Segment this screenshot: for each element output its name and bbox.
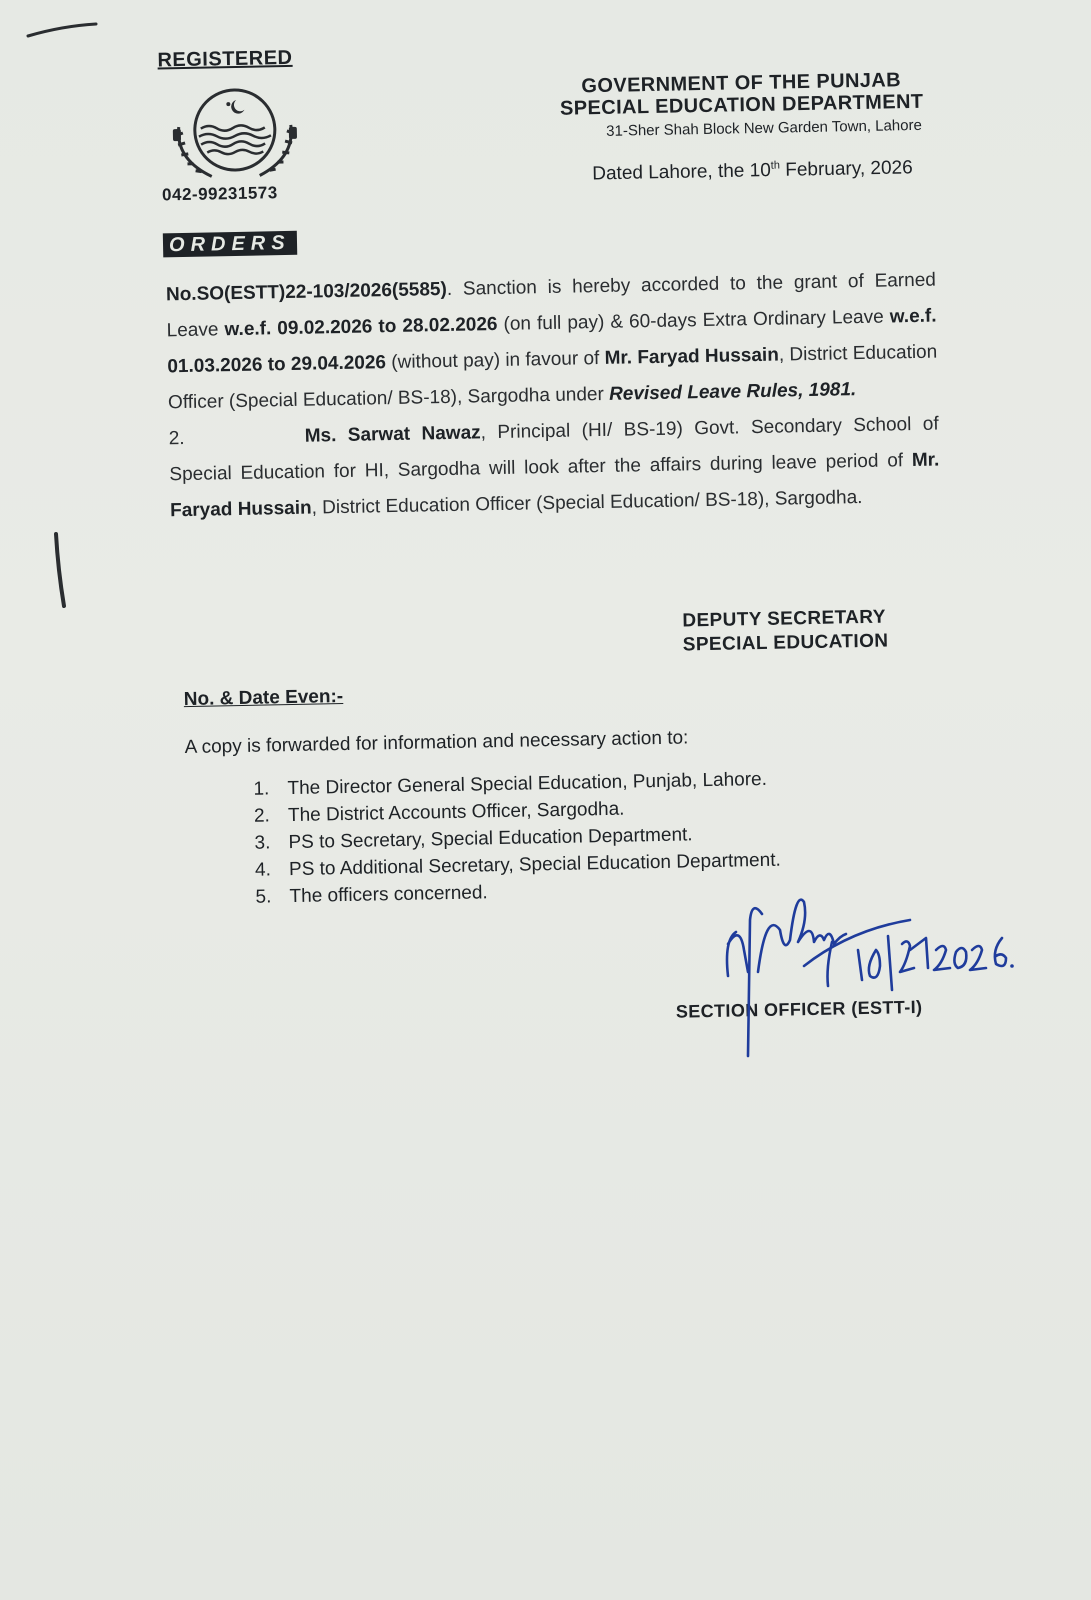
registered-label: REGISTERED <box>157 46 293 72</box>
dated-line: Dated Lahore, the 10th February, 2026 <box>592 157 913 185</box>
leave-rules: Revised Leave Rules, 1981. <box>608 379 857 405</box>
order-paragraph-1: No.SO(ESTT)22-103/2026(5585). Sanction is hereby accorded to the grant of Earned Leave w.e.f. 09.02.2026 to 28.02.2026 (on full pay) & 60-days Extra Ordinary Leave w.e.f. 01.03.2026 to 29.04.2026 (without pay) in favour of Mr. Faryad Hussain, District Education Officer (Special Education/ BS-18), Sargodha under Revised Leave Rules, 1981. <box>165 269 938 414</box>
deputy-secretary-designation: DEPUTY SECRETARY SPECIAL EDUCATION <box>682 606 889 656</box>
order-paragraph-2: 2. Ms. Sarwat Nawaz, Principal (HI/ BS-19) Govt. Secondary School of Special Education for HI, Sargodha will look after the affairs during leave period of Mr. Faryad Hussain, District Education Officer (Special Education/ BS-18), Sargodha. <box>168 413 940 522</box>
order-body <box>166 263 941 530</box>
copy-forwarded-line: A copy is forwarded for information and necessary action to: <box>184 727 689 759</box>
list-item: 2. The District Accounts Officer, Sargodha. <box>253 798 625 827</box>
list-item: 3. PS to Secretary, Special Education Department. <box>254 824 693 854</box>
no-and-date-even: No. & Date Even:- <box>183 686 344 711</box>
government-title: GOVERNMENT OF THE PUNJAB <box>581 69 902 98</box>
orders-heading: ORDERS <box>163 231 297 258</box>
department-title: SPECIAL EDUCATION DEPARTMENT <box>559 90 924 120</box>
punjab-government-emblem-icon <box>170 85 300 187</box>
order-reference: No.SO(ESTT)22-103/2026(5585) <box>165 278 448 306</box>
incharge-name: Ms. Sarwat Nawaz <box>304 422 481 447</box>
list-item: 4. PS to Additional Secretary, Special Education Department. <box>254 849 781 881</box>
list-item: 5. The officers concerned. <box>255 882 488 908</box>
phone-number: 042-99231573 <box>161 183 278 205</box>
department-address: 31-Sher Shah Block New Garden Town, Lahore <box>606 116 923 140</box>
handwritten-signature <box>700 880 1020 1070</box>
list-item: 1. The Director General Special Education, Punjab, Lahore. <box>253 768 768 800</box>
officer-name: Mr. Faryad Hussain <box>604 344 780 369</box>
section-officer-designation: SECTION OFFICER (ESTT-I) <box>675 996 923 1022</box>
